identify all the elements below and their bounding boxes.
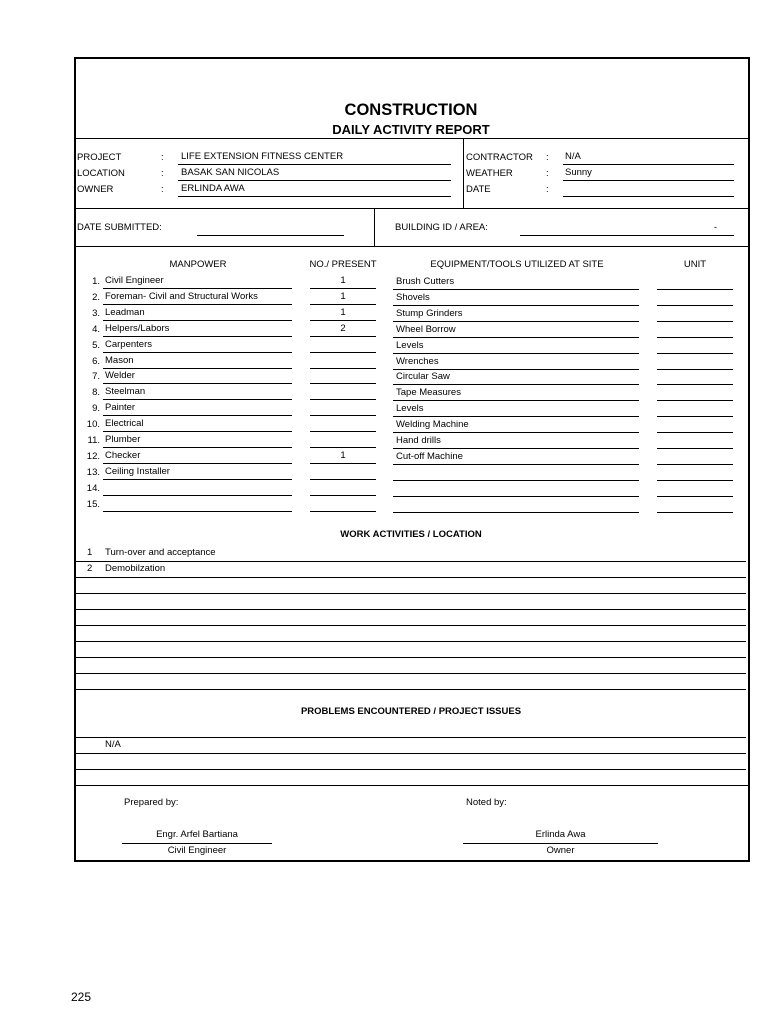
- location-underline: [178, 180, 451, 181]
- present-cell: 2: [340, 322, 346, 334]
- unit-underline: [657, 464, 733, 465]
- row-number: 7.: [92, 371, 100, 383]
- weather-value: Sunny: [565, 167, 592, 178]
- present-underline: [310, 320, 376, 321]
- present-underline: [310, 415, 376, 416]
- unit-underline: [657, 353, 733, 354]
- work-activities-title: WORK ACTIVITIES / LOCATION: [340, 529, 482, 540]
- weather-underline: [563, 180, 734, 181]
- present-underline: [310, 399, 376, 400]
- present-underline: [310, 431, 376, 432]
- divider-info: [74, 208, 748, 209]
- unit-underline: [657, 337, 733, 338]
- present-underline: [310, 511, 376, 512]
- manpower-underline: [103, 383, 292, 384]
- present-underline: [310, 479, 376, 480]
- manpower-underline: [103, 431, 292, 432]
- project-sep: :: [161, 152, 164, 163]
- activity-row-line: [76, 689, 746, 690]
- location-value: BASAK SAN NICOLAS: [181, 167, 280, 178]
- report-subtitle: DAILY ACTIVITY REPORT: [332, 122, 490, 137]
- unit-underline: [657, 305, 733, 306]
- manpower-cell: Steelman: [105, 386, 146, 398]
- unit-underline: [657, 321, 733, 322]
- row-number: 10.: [86, 419, 100, 431]
- equipment-underline: [393, 416, 639, 417]
- manpower-underline: [103, 495, 292, 496]
- equipment-cell: Welding Machine: [396, 419, 469, 431]
- activity-number: 2: [87, 563, 93, 574]
- row-number: 1.: [92, 276, 100, 287]
- present-underline: [310, 447, 376, 448]
- date-label: DATE: [466, 184, 491, 195]
- contractor-label: CONTRACTOR: [466, 152, 533, 163]
- activity-row-line: [76, 561, 746, 562]
- manpower-underline: [103, 399, 292, 400]
- building-area-value: -: [713, 222, 717, 233]
- prepared-by-role: Civil Engineer: [167, 845, 227, 856]
- manpower-cell: Carpenters: [105, 338, 152, 350]
- equipment-cell: Circular Saw: [396, 371, 450, 383]
- activity-row-line: [76, 625, 746, 626]
- equipment-underline: [393, 353, 639, 354]
- equipment-underline: [393, 289, 639, 290]
- row-number: 3.: [92, 307, 100, 319]
- equipment-cell: Hand drills: [396, 435, 441, 446]
- row-number: 2.: [92, 291, 100, 303]
- page-number: 225: [71, 990, 92, 1004]
- present-underline: [310, 336, 376, 337]
- project-value: LIFE EXTENSION FITNESS CENTER: [181, 151, 344, 162]
- manpower-cell: Electrical: [105, 418, 144, 430]
- manpower-underline: [103, 511, 292, 512]
- manpower-underline: [103, 415, 292, 416]
- manpower-underline: [103, 479, 292, 480]
- equipment-underline: [393, 432, 639, 433]
- manpower-cell: Welder: [105, 370, 135, 382]
- equipment-cell: Wheel Borrow: [396, 323, 456, 335]
- owner-label: OWNER: [77, 184, 114, 195]
- unit-underline: [657, 416, 733, 417]
- prepared-by-signature-line: [122, 843, 272, 844]
- report-title: CONSTRUCTION: [344, 101, 478, 119]
- manpower-cell: Civil Engineer: [105, 275, 164, 286]
- equipment-underline: [393, 496, 639, 497]
- equipment-header: EQUIPMENT/TOOLS UTILIZED AT SITE: [430, 259, 604, 270]
- manpower-underline: [103, 368, 292, 369]
- contractor-value: N/A: [565, 151, 581, 162]
- unit-underline: [657, 400, 733, 401]
- present-cell: 1: [340, 306, 346, 318]
- manpower-underline: [103, 288, 292, 289]
- activity-text: Turn-over and acceptance: [105, 547, 216, 558]
- manpower-cell: Plumber: [105, 434, 141, 445]
- row-number: 14.: [86, 482, 100, 494]
- equipment-underline: [393, 400, 639, 401]
- divider-title: [74, 138, 748, 139]
- equipment-cell: Levels: [396, 339, 424, 351]
- present-underline: [310, 383, 376, 384]
- unit-underline: [657, 289, 733, 290]
- location-sep: :: [161, 168, 164, 179]
- manpower-underline: [103, 320, 292, 321]
- row-number: 6.: [92, 355, 100, 367]
- unit-underline: [657, 384, 733, 385]
- equipment-cell: Cut-off Machine: [396, 450, 463, 462]
- building-area-underline: [520, 235, 734, 236]
- present-cell: 1: [340, 275, 346, 286]
- weather-sep: :: [546, 168, 549, 179]
- present-underline: [310, 495, 376, 496]
- activity-text: Demobilzation: [105, 563, 166, 574]
- problem-text: N/A: [105, 739, 121, 750]
- divider-signatures: [74, 785, 748, 786]
- date-submitted-label: DATE SUBMITTED:: [77, 222, 162, 233]
- present-underline: [310, 304, 376, 305]
- equipment-cell: Brush Cutters: [396, 276, 455, 287]
- unit-header: UNIT: [683, 259, 707, 270]
- location-label: LOCATION: [77, 168, 125, 179]
- activity-row-line: [76, 641, 746, 642]
- equipment-cell: Levels: [396, 403, 424, 415]
- row-number: 15.: [86, 498, 100, 510]
- noted-by-name: Erlinda Awa: [535, 829, 586, 840]
- equipment-underline: [393, 337, 639, 338]
- manpower-cell: Foreman- Civil and Structural Works: [105, 290, 258, 302]
- present-underline: [310, 368, 376, 369]
- prepared-by-name: Engr. Arfel Bartiana: [156, 829, 238, 840]
- row-number: 9.: [92, 403, 100, 415]
- problem-row-line: [76, 737, 746, 738]
- date-sep: :: [546, 184, 549, 195]
- manpower-cell: Leadman: [105, 306, 145, 318]
- unit-underline: [657, 369, 733, 370]
- equipment-cell: Shovels: [396, 291, 430, 303]
- row-number: 13.: [86, 466, 100, 478]
- row-number: 8.: [92, 387, 100, 399]
- present-underline: [310, 352, 376, 353]
- unit-underline: [657, 512, 733, 513]
- activity-row-line: [76, 609, 746, 610]
- divider-submission-vertical: [374, 208, 375, 246]
- unit-underline: [657, 448, 733, 449]
- weather-label: WEATHER: [466, 168, 513, 179]
- equipment-underline: [393, 448, 639, 449]
- equipment-underline: [393, 512, 639, 513]
- problem-row-line: [76, 769, 746, 770]
- present-underline: [310, 463, 376, 464]
- contractor-underline: [563, 164, 734, 165]
- contractor-sep: :: [546, 152, 549, 163]
- owner-sep: :: [161, 184, 164, 195]
- activity-row-line: [76, 673, 746, 674]
- row-number: 4.: [92, 323, 100, 335]
- owner-value: ERLINDA AWA: [181, 183, 245, 194]
- row-number: 12.: [86, 450, 100, 462]
- row-number: 5.: [92, 339, 100, 351]
- unit-underline: [657, 432, 733, 433]
- unit-underline: [657, 496, 733, 497]
- problems-title: PROBLEMS ENCOUNTERED / PROJECT ISSUES: [300, 706, 522, 717]
- manpower-underline: [103, 352, 292, 353]
- date-underline: [563, 196, 734, 197]
- divider-submission: [74, 246, 748, 247]
- project-label: PROJECT: [77, 152, 122, 163]
- unit-underline: [657, 480, 733, 481]
- manpower-cell: Checker: [105, 449, 141, 461]
- activity-row-line: [76, 577, 746, 578]
- present-underline: [310, 288, 376, 289]
- manpower-cell: Helpers/Labors: [105, 322, 170, 334]
- owner-underline: [178, 196, 451, 197]
- noted-by-label: Noted by:: [466, 797, 507, 808]
- manpower-underline: [103, 447, 292, 448]
- present-cell: 1: [340, 290, 346, 302]
- activity-number: 1: [87, 547, 93, 558]
- present-cell: 1: [340, 449, 346, 461]
- equipment-underline: [393, 369, 639, 370]
- manpower-cell: Painter: [105, 402, 136, 414]
- problem-row-line: [76, 753, 746, 754]
- manpower-header: MANPOWER: [169, 259, 227, 270]
- equipment-underline: [393, 321, 639, 322]
- equipment-underline: [393, 384, 639, 385]
- manpower-underline: [103, 304, 292, 305]
- manpower-cell: Ceiling Installer: [105, 465, 170, 477]
- present-header: NO./ PRESENT: [309, 259, 377, 270]
- manpower-cell: Mason: [105, 354, 134, 366]
- equipment-underline: [393, 480, 639, 481]
- project-underline: [178, 164, 451, 165]
- row-number: 11.: [87, 435, 100, 446]
- noted-by-signature-line: [463, 843, 658, 844]
- noted-by-role: Owner: [546, 845, 575, 856]
- date-submitted-underline: [197, 235, 344, 236]
- manpower-underline: [103, 463, 292, 464]
- activity-row-line: [76, 657, 746, 658]
- equipment-underline: [393, 464, 639, 465]
- equipment-cell: Stump Grinders: [396, 307, 463, 319]
- equipment-cell: Tape Measures: [396, 387, 461, 399]
- prepared-by-label: Prepared by:: [124, 797, 179, 808]
- building-area-label: BUILDING ID / AREA:: [395, 222, 488, 233]
- activity-row-line: [76, 593, 746, 594]
- divider-info-vertical: [463, 138, 464, 208]
- equipment-cell: Wrenches: [396, 355, 439, 367]
- equipment-underline: [393, 305, 639, 306]
- manpower-underline: [103, 336, 292, 337]
